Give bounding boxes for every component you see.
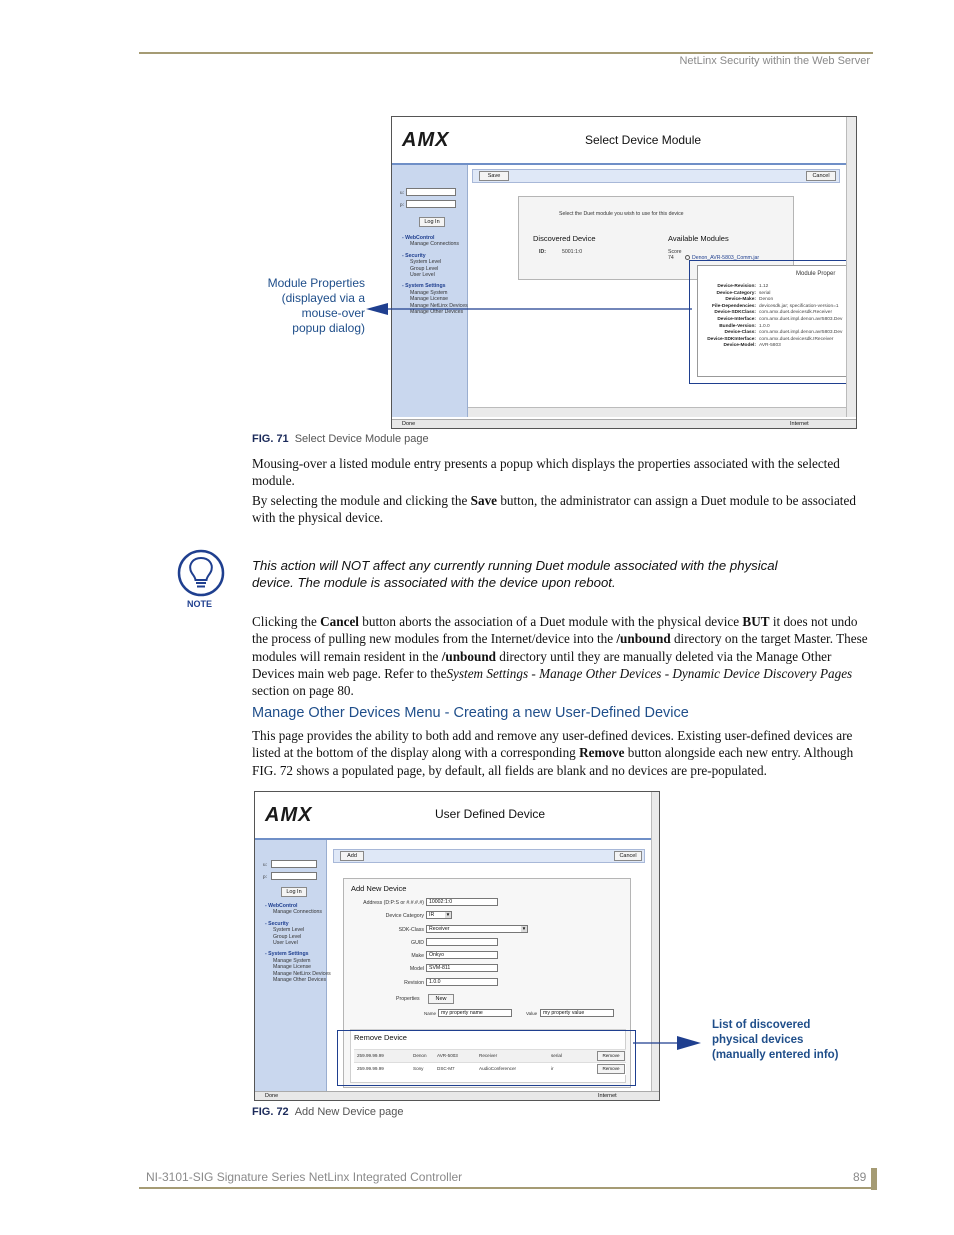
fig71-callout-arrow <box>360 300 695 320</box>
p3-a: Clicking the <box>252 614 321 629</box>
horizontal-scrollbar[interactable] <box>468 407 846 417</box>
table-cell: Denon <box>413 1053 427 1058</box>
fig72-toolbar <box>333 849 645 863</box>
amx-logo: AMX <box>265 804 313 826</box>
device-field-row <box>344 911 632 924</box>
device-field-label: Device Category <box>385 913 424 920</box>
fig71-number: FIG. 71 <box>252 433 289 445</box>
available-modules-label: Available Modules <box>668 234 729 243</box>
property-value: Denon <box>759 297 774 303</box>
cancel-button[interactable]: Cancel <box>614 851 642 861</box>
amx-logo: AMX <box>402 129 450 151</box>
property-key: Device-SDKInterface: <box>707 336 756 342</box>
callout-line-3: mouse-over <box>301 306 365 320</box>
device-field-input[interactable]: SVM-811 <box>426 964 498 972</box>
device-field-label: Make <box>411 953 424 960</box>
p3-unbound-bold-1: /unbound <box>616 631 671 647</box>
paragraph-1: Mousing-over a listed module entry presents a popup which displays the properties associated with the selected module. <box>252 456 840 489</box>
p2-save-bold: Save <box>470 493 498 508</box>
property-key: Device-Category: <box>716 290 756 296</box>
remove-button[interactable]: Remove <box>597 1051 625 1061</box>
p4-c: button alongside each new entry. Although FIG. 72 shows a populated page, by default, all fields are blank and no devices are pre-populated. <box>252 745 854 778</box>
table-cell: Receiver <box>479 1053 498 1058</box>
fig72-nav <box>265 903 331 984</box>
page-number: 89 <box>853 1170 867 1184</box>
property-name-input[interactable]: my property name <box>438 1009 512 1017</box>
device-field-row <box>344 951 632 964</box>
device-field-input[interactable]: Receiver <box>426 925 528 933</box>
device-field-row <box>344 964 632 977</box>
nav-system-level[interactable]: System Level <box>410 259 442 266</box>
device-field-label: Revision <box>404 979 424 986</box>
cancel-button[interactable]: Cancel <box>806 171 836 181</box>
status-zone: Internet <box>598 1093 617 1099</box>
paragraph-2 <box>252 492 870 527</box>
device-field-label: Address (D:P:S or #.#.#.#) <box>363 900 424 906</box>
property-value: com.amx.duet.impl.denon.avr5803.Dev <box>759 330 843 336</box>
callout-line-1: List of discovered <box>712 1019 811 1031</box>
nav-webcontrol[interactable]: - WebControl <box>402 235 435 241</box>
popup-highlight-frame <box>689 260 854 384</box>
status-done: Done <box>402 421 416 427</box>
callout-line-3: (manually entered info) <box>712 1049 839 1061</box>
nav-manage-system[interactable]: Manage System <box>273 957 311 964</box>
property-name-label: Name <box>424 1011 437 1016</box>
table-cell: Sony <box>413 1066 424 1071</box>
note-label: NOTE <box>187 599 213 609</box>
fig72-caption <box>252 1106 404 1118</box>
chevron-down-icon[interactable]: ▼ <box>521 925 527 931</box>
device-field-input[interactable]: Onkyo <box>426 951 498 959</box>
fig72-statusbar <box>255 1091 660 1101</box>
add-new-device-heading: Add New Device <box>351 884 407 893</box>
fig72-title: User Defined Device <box>435 807 546 821</box>
fig71-toolbar <box>472 169 840 183</box>
p3-unbound-bold-2: /unbound <box>441 648 496 664</box>
remove-list-highlight-frame <box>337 1030 636 1086</box>
nav-manage-other-devices[interactable]: Manage Other Devices <box>273 977 327 984</box>
nav-system-level[interactable]: System Level <box>273 927 305 934</box>
id-value: 5001:1:0 <box>562 249 583 255</box>
user-input[interactable] <box>406 188 456 196</box>
paragraph-4 <box>252 727 870 779</box>
property-value: devicesdk.jar; specification-version=1 <box>759 303 839 309</box>
user-label: u: <box>400 190 405 196</box>
table-cell: ir <box>551 1066 554 1071</box>
fig71-callout <box>250 276 365 336</box>
fig71-caption-text: Select Device Module page <box>294 433 429 445</box>
property-value: serial <box>759 290 771 296</box>
nav-webcontrol[interactable]: - WebControl <box>265 903 298 909</box>
pass-input[interactable] <box>406 200 456 208</box>
property-value: 1.12 <box>759 284 769 289</box>
p3-but-bold: BUT <box>742 614 770 629</box>
nav-security[interactable]: - Security <box>265 920 289 927</box>
fig71-title: Select Device Module <box>585 133 702 147</box>
property-value: 1.0.0 <box>759 323 770 329</box>
p3-section-reference[interactable]: System Settings - Manage Other Devices - Dynamic Device Discovery Pages <box>446 665 853 681</box>
fig71-screenshot <box>391 116 857 429</box>
p4-a: This page provides the ability to both add and remove any user-defined devices. Existing user-defined devices are listed at the bottom of the display along with a corresponding <box>252 728 853 761</box>
fig72-callout <box>712 1018 839 1063</box>
callout-line-2: (displayed via a <box>281 291 365 305</box>
table-cell: 259.99.99.99 <box>357 1053 384 1058</box>
p3-i: directory until they are manually deleted via the Manage Other Devices main web page. Refer to the <box>252 648 832 681</box>
chevron-down-icon[interactable]: ▼ <box>445 912 451 918</box>
property-key: Device-Interface: <box>717 316 756 322</box>
section-heading: Manage Other Devices Menu - Creating a new User-Defined Device <box>252 705 689 721</box>
header-rule <box>139 52 873 54</box>
status-done: Done <box>265 1093 279 1099</box>
device-field-row <box>344 925 632 938</box>
footer-tab <box>871 1168 877 1190</box>
nav-manage-connections[interactable]: Manage Connections <box>410 241 460 248</box>
table-cell: DSC-M7 <box>437 1066 455 1071</box>
nav-group-level[interactable]: Group Level <box>410 265 439 272</box>
property-value-label: Value <box>526 1011 538 1016</box>
remove-button[interactable]: Remove <box>597 1064 625 1074</box>
table-cell: serial <box>551 1053 562 1058</box>
fig72-number: FIG. 72 <box>252 1106 289 1118</box>
device-field-label: SDK-Class <box>398 926 424 933</box>
running-header: NetLinx Security within the Web Server <box>679 55 870 67</box>
device-field-row <box>344 898 632 911</box>
table-cell: AVR-5003 <box>437 1053 458 1058</box>
device-field-input[interactable]: IR <box>426 911 452 919</box>
fig72-sidebar <box>255 840 331 1091</box>
property-value: com.amx.duet.devicesdk.IReceiver <box>759 336 834 342</box>
footer-rule <box>139 1187 873 1189</box>
fig71-sidebar <box>392 165 468 417</box>
property-key: Bundle-Version: <box>719 323 756 329</box>
user-label: u: <box>263 862 268 868</box>
property-key: Device-SDKClass: <box>714 310 756 316</box>
new-property-button[interactable]: New <box>428 994 454 1004</box>
property-value: com.amx.duet.impl.denon.avr5803.Dev <box>759 316 843 322</box>
id-label: ID: <box>539 249 546 255</box>
nav-manage-license[interactable]: Manage License <box>410 296 449 303</box>
property-key: Device-Make: <box>725 297 756 303</box>
p4-remove-bold: Remove <box>579 745 625 761</box>
fig72-banner <box>255 792 659 838</box>
callout-line-4: popup dialog) <box>292 321 365 335</box>
fig71-statusbar <box>392 419 857 429</box>
score-label: Score <box>668 249 682 255</box>
property-value: AVR-5803 <box>759 343 781 349</box>
device-field-input[interactable]: 10002:1:0 <box>426 898 498 906</box>
device-field-list <box>344 898 632 991</box>
property-key: Device-Revision: <box>717 284 756 289</box>
property-value-input[interactable]: my property value <box>540 1009 614 1017</box>
save-button[interactable]: Save <box>479 171 509 181</box>
nav-manage-system[interactable]: Manage System <box>410 289 448 296</box>
nav-manage-license[interactable]: Manage License <box>273 964 312 971</box>
add-button[interactable]: Add <box>340 851 364 861</box>
fig71-caption <box>252 433 429 445</box>
p3-g: directory on the target Master. These modules will remain resident in the <box>252 631 868 664</box>
callout-line-1: Module Properties <box>267 276 365 290</box>
status-zone: Internet <box>790 421 809 427</box>
fig72-caption-text: Add New Device page <box>294 1106 404 1118</box>
p3-e: it does not undo the process of pulling new modules from the Internet/device into the <box>252 614 858 647</box>
device-field-label: Model <box>409 966 424 973</box>
pass-label: p: <box>263 874 268 880</box>
callout-line-2: physical devices <box>712 1034 804 1046</box>
nav-user-level[interactable]: User Level <box>410 272 435 279</box>
p3-k: section on page 80. <box>252 683 354 699</box>
nav-system-settings[interactable]: - System Settings <box>402 283 446 290</box>
property-value: com.amx.duet.devicesdk.Receiver <box>759 310 833 316</box>
login-button[interactable]: Log In <box>419 217 445 227</box>
nav-security[interactable]: - Security <box>402 252 426 259</box>
fig72-screenshot <box>254 791 660 1101</box>
fig71-banner <box>392 117 856 163</box>
fig72-callout-arrow <box>633 1033 703 1053</box>
score-value: 74 <box>668 255 674 261</box>
p3-cancel-bold: Cancel <box>320 614 359 629</box>
login-button[interactable]: Log In <box>281 887 307 897</box>
device-field-input[interactable]: 1.0.0 <box>426 978 498 986</box>
paragraph-3 <box>252 613 870 699</box>
property-key: Device-Class: <box>724 330 756 336</box>
lightbulb-icon <box>177 549 225 597</box>
footer-product: NI-3101-SIG Signature Series NetLinx Integrated Controller <box>146 1170 463 1184</box>
device-field-label: GUID <box>411 939 424 946</box>
remove-device-heading: Remove Device <box>354 1033 407 1042</box>
vertical-scrollbar[interactable] <box>846 117 857 417</box>
pass-label: p: <box>400 202 405 208</box>
select-prompt: Select the Duet module you wish to use for this device <box>559 211 684 217</box>
note-text: This action will NOT affect any currently running Duet module associated with the physical device. The module is associated with the device upon reboot. <box>252 558 778 590</box>
nav-manage-connections[interactable]: Manage Connections <box>273 909 323 916</box>
table-cell: 259.99.99.99 <box>357 1066 384 1071</box>
p2-text-c: button, the administrator can assign a Duet module to be associated with the physical device. <box>252 493 856 526</box>
p2-text-a: By selecting the module and clicking the <box>252 493 471 508</box>
module-option-label: Denon_AVR-5803_Comm.jar <box>692 255 760 261</box>
user-input[interactable] <box>271 860 317 868</box>
nav-user-level[interactable]: User Level <box>273 940 298 947</box>
table-cell: AudioConferencer <box>479 1066 517 1071</box>
pass-input[interactable] <box>271 872 317 880</box>
nav-manage-netlinx-devices[interactable]: Manage NetLinx Devices <box>410 302 468 309</box>
device-field-row <box>344 978 632 991</box>
nav-group-level[interactable]: Group Level <box>273 933 302 940</box>
property-key: File-Dependencies: <box>712 303 756 309</box>
properties-label: Properties <box>396 996 420 1002</box>
property-key: Device-Model: <box>723 343 756 349</box>
nav-manage-netlinx-devices[interactable]: Manage NetLinx Devices <box>273 970 331 977</box>
device-field-input[interactable] <box>426 938 498 946</box>
nav-manage-other-devices[interactable]: Manage Other Devices <box>410 309 464 316</box>
discovered-device-label: Discovered Device <box>533 234 596 243</box>
nav-system-settings[interactable]: - System Settings <box>265 951 309 958</box>
device-field-row <box>344 938 632 951</box>
p3-c: button aborts the association of a Duet module with the physical device <box>358 614 743 629</box>
popup-title: Module Proper <box>796 271 836 277</box>
